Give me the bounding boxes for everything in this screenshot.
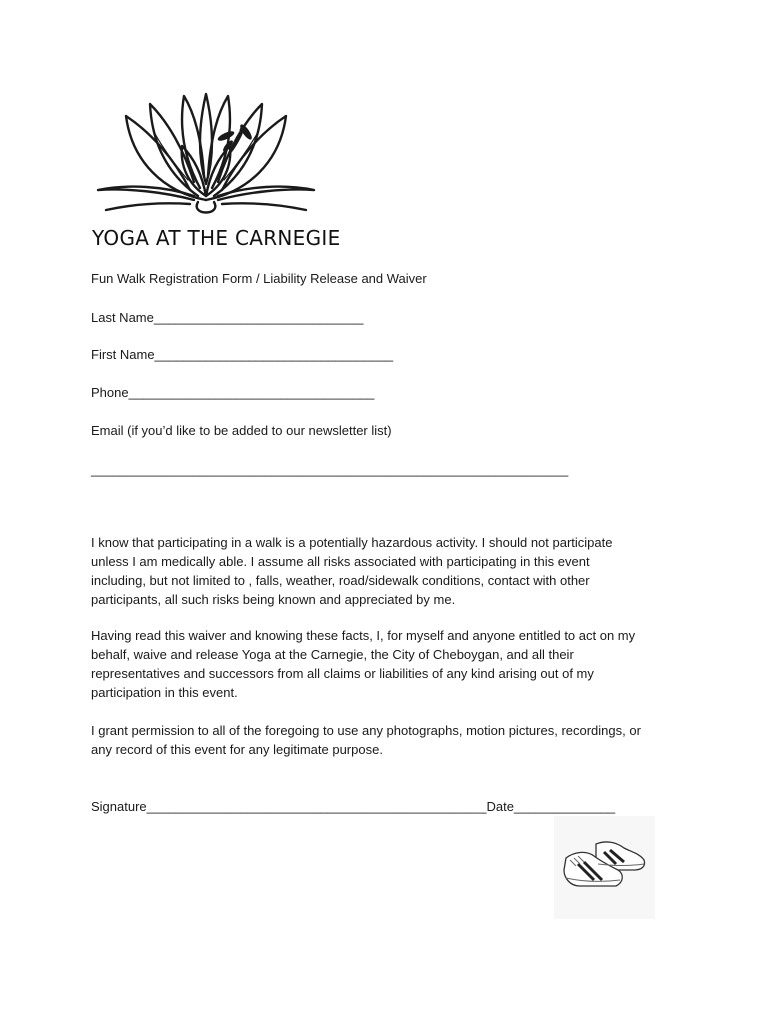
paragraph-line: I grant permission to all of the foregoing to use any photographs, motion pictures, recordings, or <box>91 723 641 738</box>
lotus-dragonfly-logo <box>94 92 318 220</box>
form-title: Fun Walk Registration Form / Liability Release and Waiver <box>91 271 427 286</box>
last-name-field[interactable]: Last Name_____________________________ <box>91 310 364 325</box>
first-name-field[interactable]: First Name_________________________________ <box>91 347 394 362</box>
paragraph-line: participants, all such risks being known and appreciated by me. <box>91 592 456 607</box>
phone-field[interactable]: Phone__________________________________ <box>91 385 375 400</box>
signature-date-field[interactable]: Signature_______________________________________________Date______________ <box>91 799 616 814</box>
permission-paragraph <box>91 721 691 759</box>
paragraph-line: I know that participating in a walk is a potentially hazardous activity. I should not participate <box>91 535 613 550</box>
email-field[interactable]: __________________________________________________________________ <box>91 462 569 477</box>
paragraph-line: including, but not limited to , falls, weather, road/sidewalk conditions, contact with other <box>91 573 590 588</box>
paragraph-line: representatives and successors from all claims or liabilities of any kind arising out of my <box>91 666 594 681</box>
risk-paragraph <box>91 533 691 609</box>
paragraph-line: any record of this event for any legitimate purpose. <box>91 742 383 757</box>
paragraph-line: unless I am medically able. I assume all risks associated with participating in this event <box>91 554 590 569</box>
paragraph-line: participation in this event. <box>91 685 238 700</box>
paragraph-line: Having read this waiver and knowing these facts, I, for myself and anyone entitled to act on my <box>91 628 636 643</box>
email-label: Email (if you’d like to be added to our newsletter list) <box>91 423 392 438</box>
sneakers-icon <box>554 816 655 919</box>
release-paragraph <box>91 626 691 702</box>
paragraph-line: behalf, waive and release Yoga at the Carnegie, the City of Cheboygan, and all their <box>91 647 574 662</box>
brand-title: YOGA AT THE CARNEGIE <box>92 226 341 250</box>
